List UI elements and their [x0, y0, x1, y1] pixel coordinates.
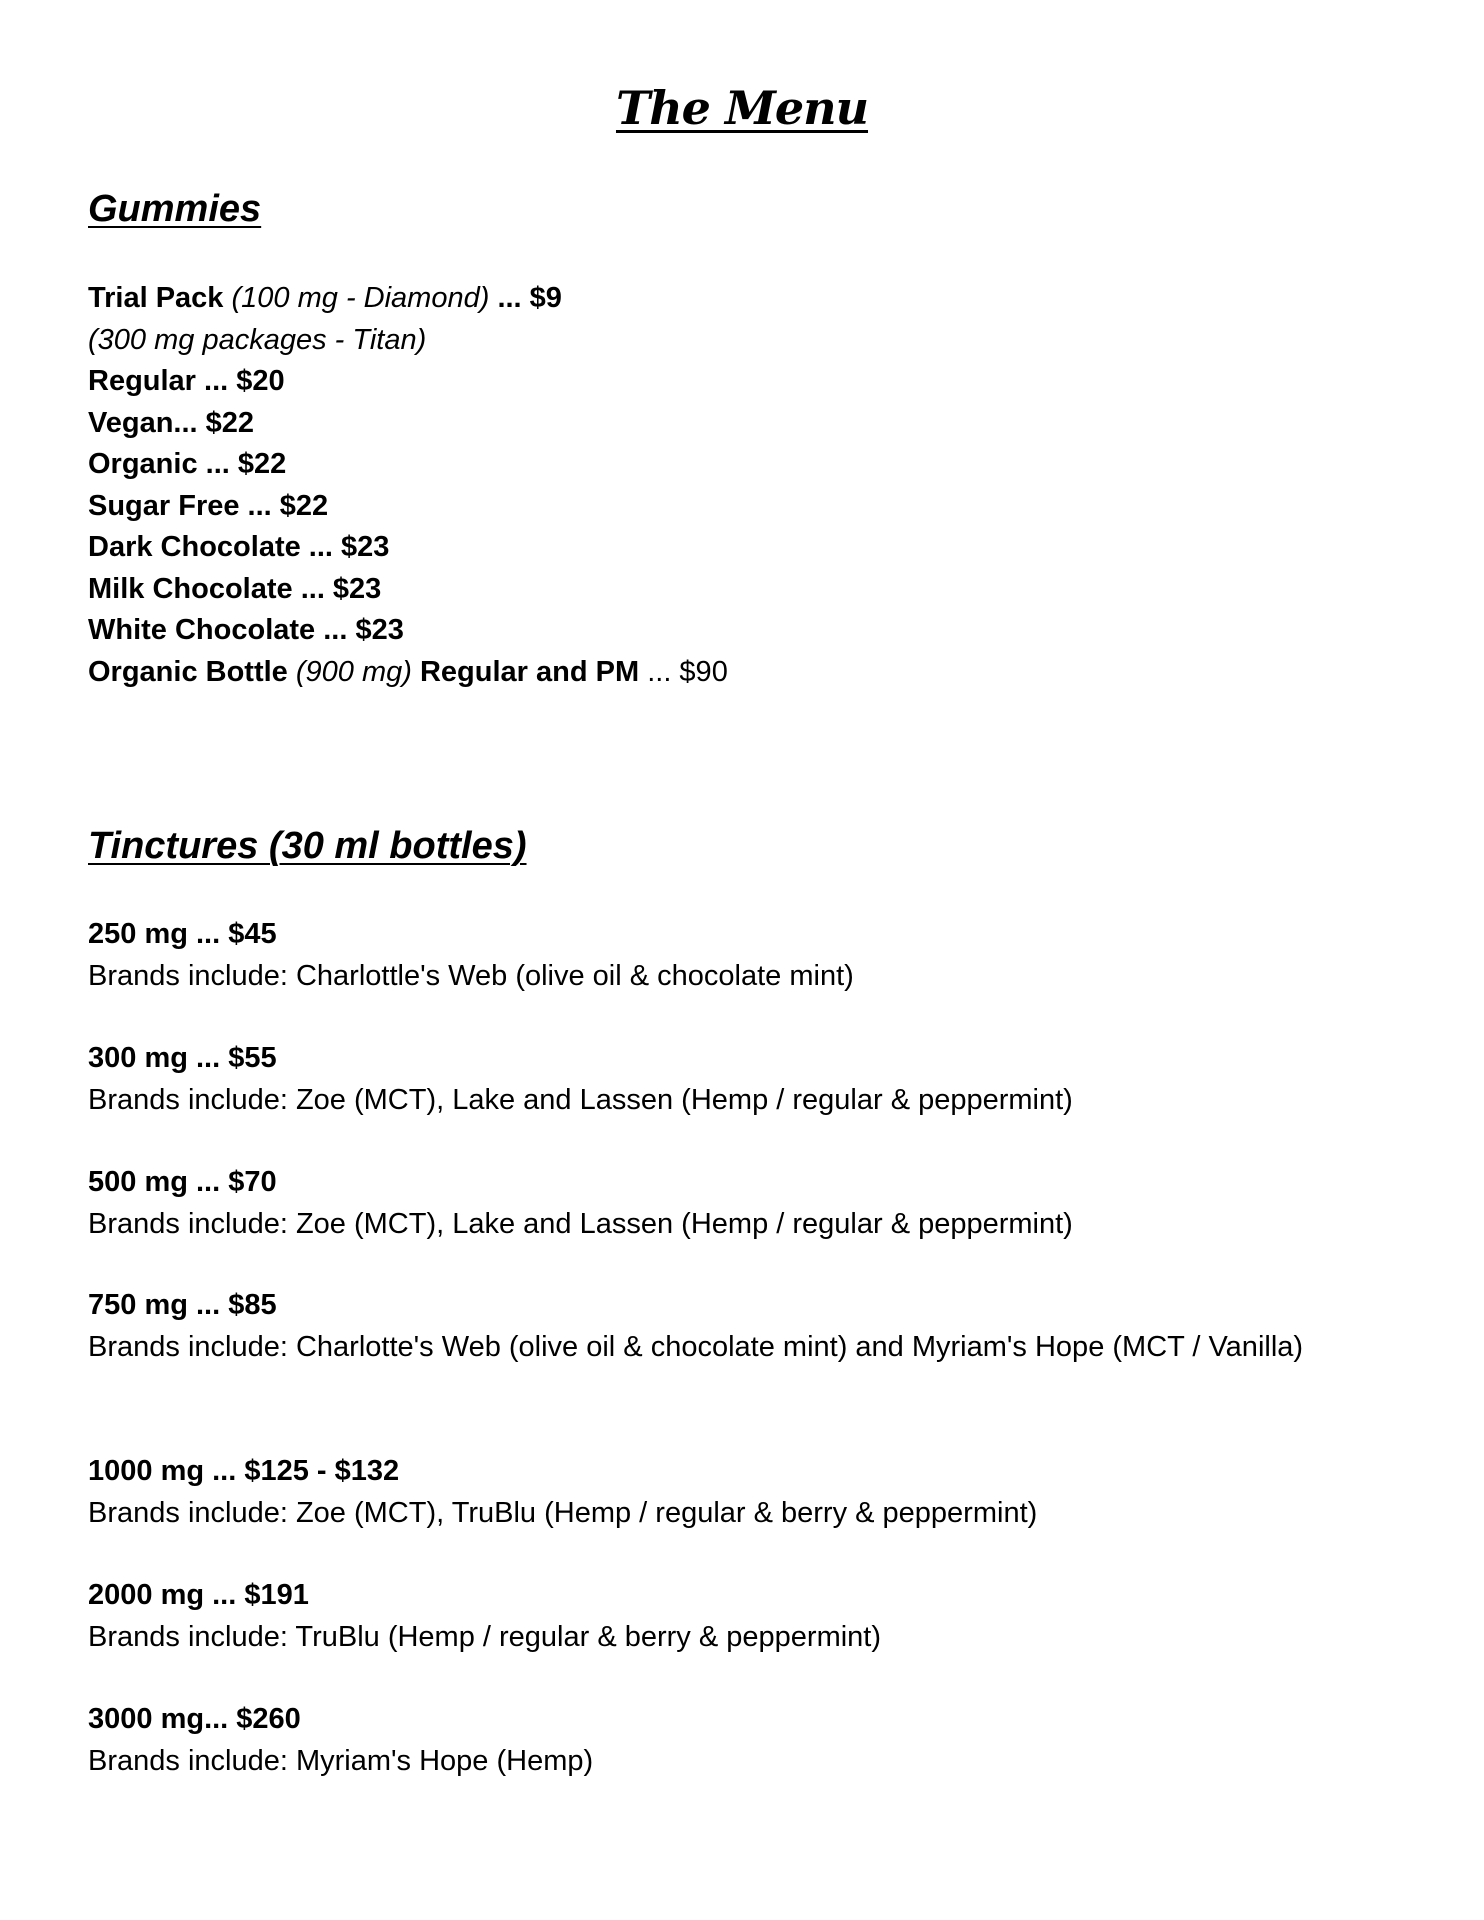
- gummies-heading: Gummies: [88, 188, 262, 230]
- gummy-item: Vegan... $22: [88, 406, 255, 439]
- tincture-size-price: 3000 mg... $260: [88, 1703, 301, 1735]
- tincture-size-price: 250 mg ... $45: [88, 918, 277, 950]
- tincture-brands: Brands include: Zoe (MCT), Lake and Lassen (Hemp / regular & peppermint): [88, 1083, 1073, 1116]
- tincture-item: [88, 1575, 1408, 1658]
- page-title-text: The Menu: [615, 81, 869, 135]
- organic-bottle-price: ... $90: [647, 655, 728, 688]
- tincture-item: [88, 1285, 1408, 1368]
- tincture-size-price: 1000 mg ... $125 - $132: [88, 1455, 400, 1487]
- tincture-item: [88, 1699, 1408, 1782]
- gummy-item: Organic ... $22: [88, 448, 287, 480]
- tincture-brands: Brands include: Charlotte's Web (olive oil & chocolate mint) and Myriam's Hope (MCT / Vanilla): [88, 1330, 1304, 1363]
- organic-bottle-name: Organic Bottle: [88, 655, 288, 688]
- trial-pack-name: Trial Pack: [88, 282, 224, 314]
- tincture-size-price: 500 mg ... $70: [88, 1166, 277, 1198]
- tincture-brands: Brands include: Zoe (MCT), TruBlu (Hemp / regular & berry & peppermint): [88, 1496, 1038, 1529]
- tincture-item: [88, 1038, 1408, 1121]
- tincture-item: [88, 1451, 1408, 1534]
- tinctures-heading: Tinctures (30 ml bottles): [88, 825, 527, 867]
- tincture-brands: Brands include: Charlottle's Web (olive oil & chocolate mint): [88, 959, 854, 992]
- gummy-item: Sugar Free ... $22: [88, 489, 329, 522]
- tincture-brands: Brands include: Myriam's Hope (Hemp): [88, 1744, 594, 1777]
- page-title: [0, 80, 1484, 136]
- gummy-item: Milk Chocolate ... $23: [88, 572, 382, 605]
- organic-bottle-item: [88, 652, 1408, 694]
- trial-pack-detail: (100 mg - Diamond): [231, 282, 490, 314]
- tincture-brands: Brands include: TruBlu (Hemp / regular & berry & peppermint): [88, 1620, 882, 1653]
- trial-pack-price: ... $9: [497, 282, 562, 314]
- gummies-list: [88, 278, 1408, 693]
- tincture-size-price: 300 mg ... $55: [88, 1042, 277, 1074]
- organic-bottle-detail: (900 mg): [295, 655, 412, 688]
- organic-bottle-variant: Regular and PM: [419, 655, 640, 688]
- gummy-item: Dark Chocolate ... $23: [88, 531, 390, 563]
- tincture-item: [88, 914, 1408, 997]
- tincture-brands: Brands include: Zoe (MCT), Lake and Lassen (Hemp / regular & peppermint): [88, 1207, 1073, 1240]
- gummy-item: White Chocolate ... $23: [88, 614, 404, 646]
- gummy-item: Regular ... $20: [88, 365, 285, 397]
- tincture-size-price: 2000 mg ... $191: [88, 1579, 309, 1611]
- tincture-item: [88, 1162, 1408, 1245]
- trial-pack-item: [88, 278, 1408, 320]
- tincture-size-price: 750 mg ... $85: [88, 1289, 277, 1321]
- packages-note: (300 mg packages - Titan): [88, 323, 427, 356]
